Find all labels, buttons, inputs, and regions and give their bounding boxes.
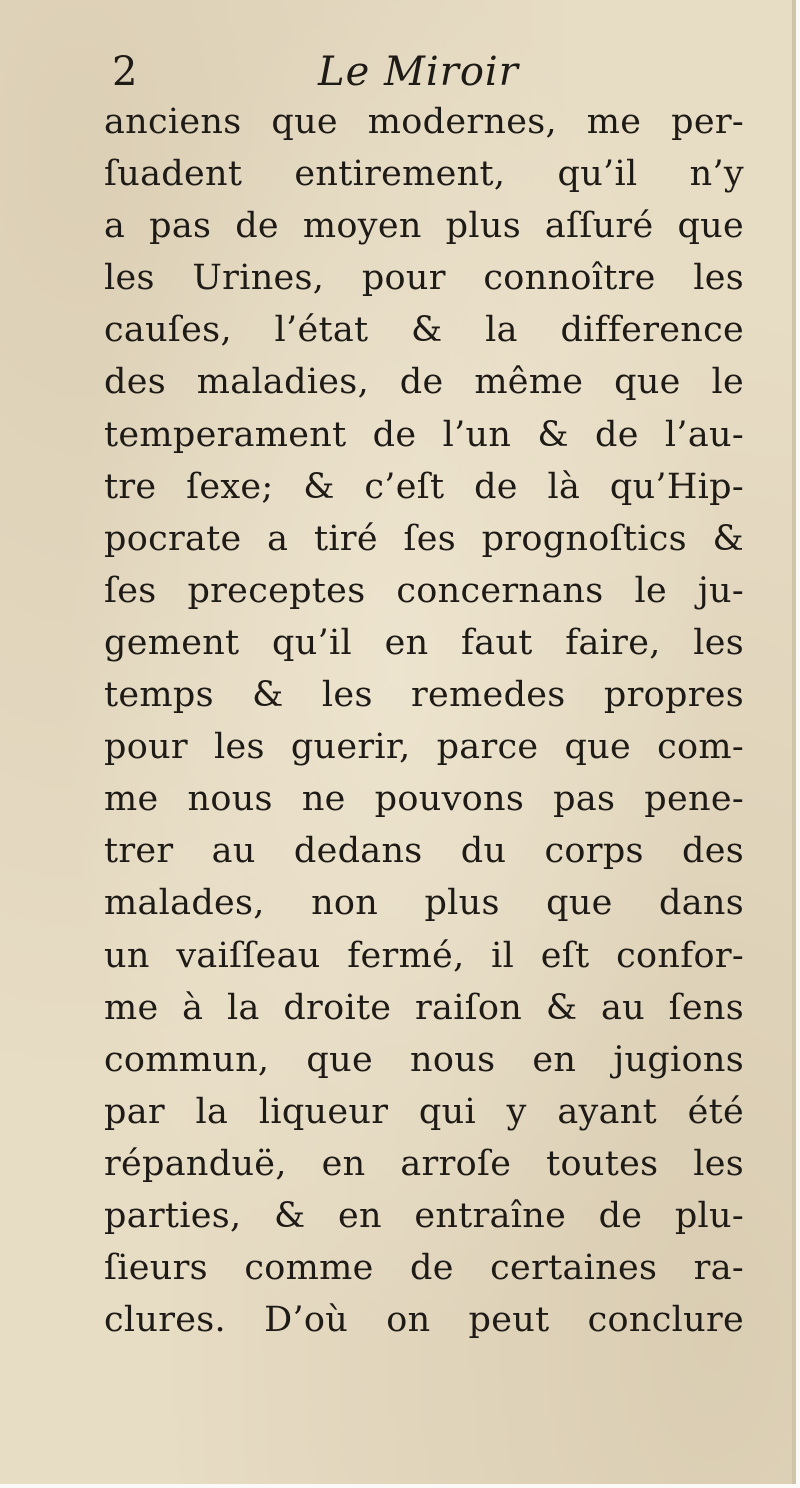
text-line: cauſes, l’état & la difference: [104, 310, 744, 351]
text-line: commun, que nous en jugions: [104, 1039, 744, 1080]
page-header: [0, 42, 792, 102]
body-text: [104, 96, 744, 1346]
text-line: répanduë, en arroſe toutes les: [104, 1143, 744, 1184]
text-line: les Urines, pour connoître les: [104, 258, 744, 299]
text-line: clures. D’où on peut conclure: [104, 1300, 744, 1341]
text-line: tre ſexe; & c’eſt de là qu’Hip-: [104, 466, 744, 507]
text-line: des maladies, de même que le: [104, 362, 744, 403]
page-number: 2: [112, 49, 138, 95]
text-line: parties, & en entraîne de plu-: [104, 1195, 744, 1236]
text-line: me à la droite raiſon & au ſens: [104, 987, 744, 1028]
text-line: ſes preceptes concernans le ju-: [104, 570, 744, 611]
text-line: me nous ne pouvons pas pene-: [104, 779, 744, 820]
text-line: pocrate a tiré ſes prognoſtics &: [104, 518, 744, 559]
text-line: ſuadent entirement, qu’il n’y: [104, 154, 744, 195]
text-line: temps & les remedes propres: [104, 675, 744, 716]
text-line: gement qu’il en faut faire, les: [104, 622, 744, 663]
text-line: trer au dedans du corps des: [104, 831, 744, 872]
text-line: pour les guerir, parce que com-: [104, 727, 744, 768]
text-line: ſieurs comme de certaines ra-: [104, 1248, 744, 1289]
running-head: Le Miroir: [318, 49, 519, 95]
text-line: malades, non plus que dans: [104, 883, 744, 924]
text-line: temperament de l’un & de l’au-: [104, 414, 744, 455]
text-line: par la liqueur qui y ayant été: [104, 1091, 744, 1132]
text-line: anciens que modernes, me per-: [104, 102, 744, 142]
text-line: un vaiſſeau fermé, il eſt confor-: [104, 935, 744, 976]
text-line: a pas de moyen plus aſſuré que: [104, 206, 744, 247]
